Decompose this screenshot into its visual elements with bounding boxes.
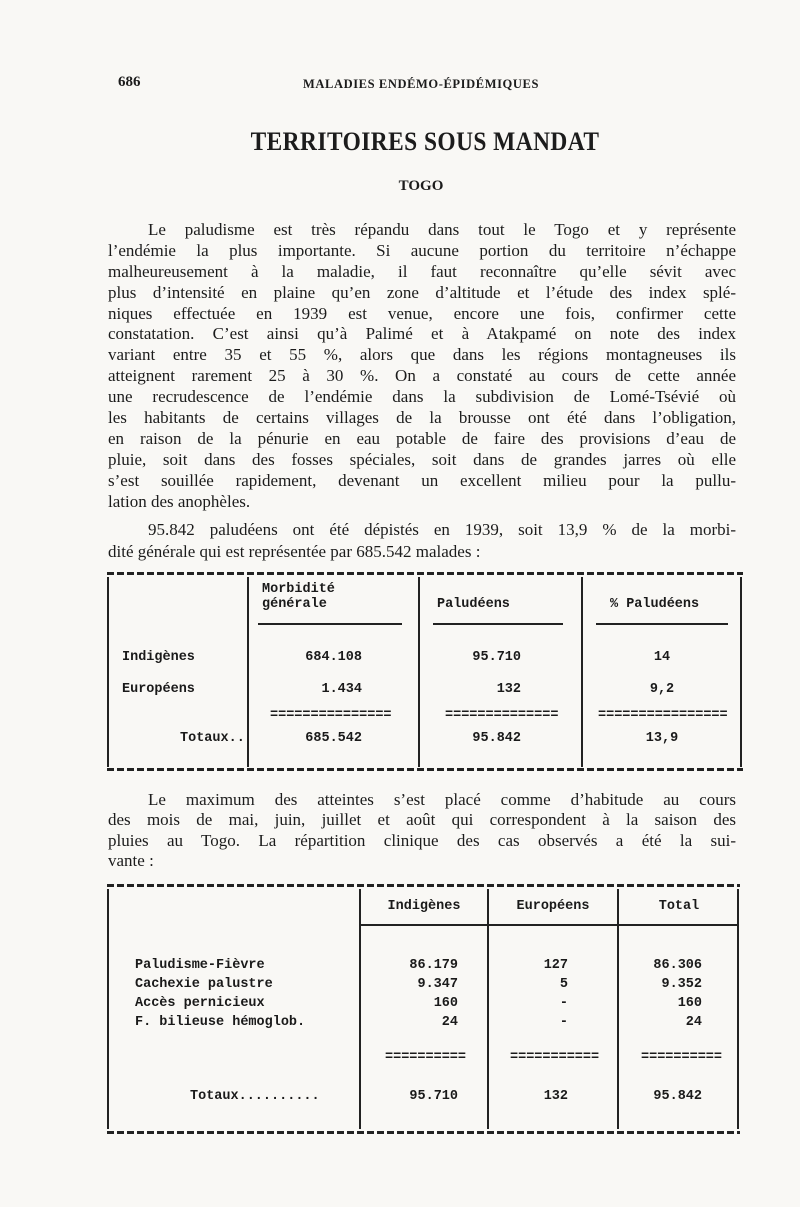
paragraph-line: Le maximum des atteintes s’est placé comme d’habitude au cours: [148, 790, 736, 809]
table-row: [107, 957, 740, 975]
paragraph-line: malheureusement à la maladie, il faut reconnaître qu’elle sévit avec: [108, 261, 736, 281]
separator: ===========: [510, 1050, 600, 1065]
total-indigenes: 95.710: [409, 1089, 458, 1104]
total-percent: 13,9: [645, 731, 679, 746]
paragraph-line: atteignent rarement 25 à 30 %. On a constaté au cours de cette année: [108, 366, 736, 386]
total-row: [107, 730, 743, 748]
table-row: [107, 649, 743, 667]
cell-total: 24: [685, 1015, 702, 1030]
header-underline: [258, 623, 402, 625]
header-underline: [433, 623, 563, 625]
paragraph-line: plus d’intensité en plaine qu’en zone d’altitude et l’étude des index splé-: [108, 282, 736, 302]
cell-europeens: 5: [559, 977, 568, 992]
table-top-rule: [107, 884, 740, 887]
cell-europeens: -: [559, 1015, 568, 1030]
paragraph-line: l’endémie la plus importante. Si aucune portion du territoire n’échappe: [108, 240, 736, 260]
paragraph-line: lation des anophèles.: [108, 491, 251, 511]
total-morbidity: 685.542: [305, 731, 362, 746]
cell-total: 9.352: [661, 977, 702, 992]
paragraph-line: Le paludisme est très répandu dans tout le Togo et y représente: [148, 220, 736, 239]
total-row: [107, 1088, 740, 1106]
header-morbidity-line: générale: [262, 597, 327, 612]
paragraph-line: dité générale qui est représentée par 685.542 malades :: [108, 541, 481, 561]
page-number: 686: [118, 74, 141, 90]
cell-europeens: 127: [543, 958, 568, 973]
header-europeens: Européens: [516, 899, 590, 914]
cell-indigenes: 86.179: [409, 958, 458, 973]
paragraph-line: constatation. C’est ainsi qu’à Palimé et à Atakpamé on note des index: [108, 324, 736, 344]
table-top-rule: [107, 572, 743, 575]
total-paludeens: 95.842: [472, 731, 521, 746]
cell-total: 160: [677, 996, 702, 1011]
row-label: Accès pernicieux: [135, 996, 265, 1011]
cell-europeens: -: [559, 996, 568, 1011]
row-label: Indigènes: [122, 650, 195, 665]
header-paludeens: Paludéens: [437, 597, 510, 612]
morbidity-table: [107, 572, 743, 774]
header-percent-paludeens: % Paludéens: [610, 597, 700, 612]
row-label: F. bilieuse hémoglob.: [135, 1015, 306, 1030]
separator: ===============: [270, 708, 392, 723]
paragraph-line: niques effectuée en 1939 est venue, encore une fois, confirmer cette: [108, 303, 736, 323]
table-row: [107, 1014, 740, 1032]
empty-cell: [107, 707, 247, 725]
paragraph-line: 95.842 paludéens ont été dépistés en 1939, soit 13,9 % de la morbi-: [148, 520, 736, 539]
empty-header-cell: [107, 898, 360, 916]
row-label: Cachexie palustre: [135, 977, 273, 992]
cell-percent: 14: [653, 650, 671, 665]
section-title: TOGO: [398, 178, 444, 194]
separator-row: [107, 1049, 740, 1067]
cell-indigenes: 160: [433, 996, 458, 1011]
header-morbidity-line: Morbidité: [262, 582, 335, 597]
row-label: Européens: [122, 682, 195, 697]
row-label: Paludisme-Fièvre: [135, 958, 265, 973]
page-title: TERRITOIRES SOUS MANDAT: [250, 127, 600, 156]
cell-morbidity: 684.108: [305, 650, 362, 665]
paragraph-line: s’est souillée rapidement, devenant un excellent milieu pour la pullu-: [108, 470, 736, 490]
empty-cell: [107, 1049, 360, 1067]
total-label: Totaux..: [180, 731, 245, 746]
cell-indigenes: 9.347: [417, 977, 458, 992]
separator: ==============: [445, 708, 559, 723]
header-indigenes: Indigènes: [387, 899, 461, 914]
header-underline: [596, 623, 728, 625]
table-header-row: [107, 582, 743, 612]
header-underline: [360, 924, 738, 926]
total-total: 95.842: [653, 1089, 702, 1104]
cell-total: 86.306: [653, 958, 702, 973]
separator: ================: [598, 708, 728, 723]
separator: ==========: [385, 1050, 467, 1065]
paragraph-line: une recrudescence de l’endémie dans la subdivision de Lomé-Tsévié où: [108, 387, 736, 407]
table-row: [107, 976, 740, 994]
paragraph-line: vante :: [108, 850, 154, 870]
header-morbidity: [247, 582, 418, 612]
paragraph-1: [108, 220, 736, 512]
table-row: [107, 681, 743, 699]
cell-indigenes: 24: [441, 1015, 458, 1030]
table-bottom-rule: [107, 1131, 740, 1134]
paragraph-2: [108, 519, 736, 562]
cell-percent: 9,2: [649, 682, 675, 697]
table-header-row: [107, 898, 740, 916]
table-bottom-rule: [107, 768, 743, 771]
paragraph-line: en raison de la pénurie en eau potable de faire des provisions d’eau de: [108, 428, 736, 448]
table-row: [107, 995, 740, 1013]
cell-morbidity: 1.434: [321, 682, 362, 697]
separator: ==========: [641, 1050, 723, 1065]
total-europeens: 132: [543, 1089, 568, 1104]
paragraph-3: [108, 790, 736, 871]
paragraph-line: les habitants de certains villages de la brousse ont été dans l’obligation,: [108, 408, 736, 428]
running-head: MALADIES ENDÉMO-ÉPIDÉMIQUES: [302, 77, 539, 91]
cell-paludeens: 132: [496, 682, 521, 697]
total-label: Totaux..........: [190, 1089, 320, 1104]
clinical-distribution-table: [107, 884, 740, 1136]
separator-row: [107, 707, 743, 725]
paragraph-line: pluies au Togo. La répartition clinique des cas observés a été la sui-: [108, 830, 736, 850]
header-total: Total: [658, 899, 700, 914]
cell-paludeens: 95.710: [472, 650, 521, 665]
paragraph-line: variant entre 35 et 55 %, alors que dans les régions montagneuses ils: [108, 345, 736, 365]
paragraph-line: pluie, soit dans des fosses spéciales, soit dans de grandes jarres où elle: [108, 449, 736, 469]
paragraph-line: des mois de mai, juin, juillet et août qui correspondent à la saison des: [108, 810, 736, 830]
